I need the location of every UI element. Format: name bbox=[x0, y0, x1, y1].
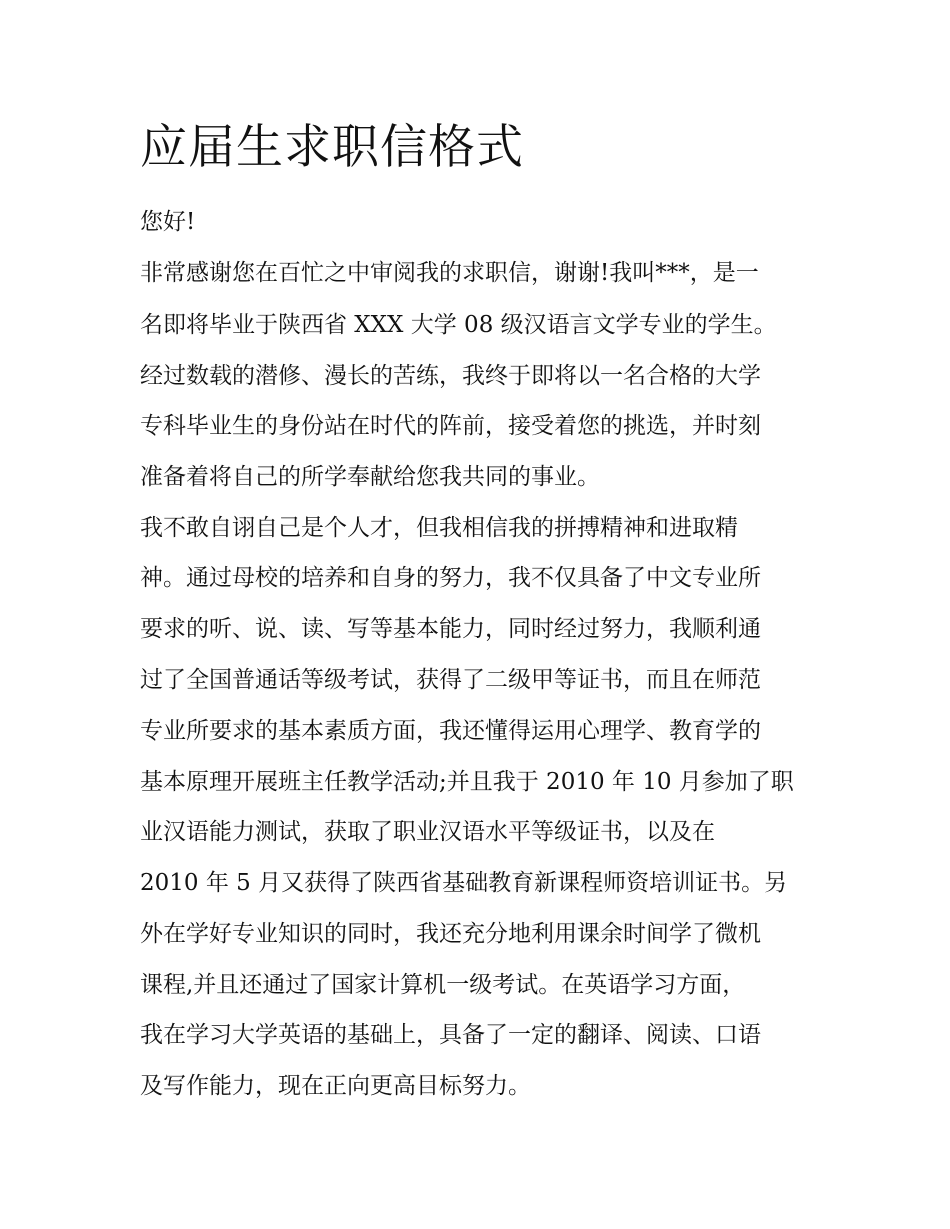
body-line: 业汉语能力测试，获取了职业汉语水平等级证书，以及在 bbox=[140, 819, 715, 845]
body-line: 神。通过母校的培养和自身的努力，我不仅具备了中文专业所 bbox=[140, 565, 761, 591]
body-line: 过了全国普通话等级考试，获得了二级甲等证书，而且在师范 bbox=[140, 667, 761, 693]
body-line: 名即将毕业于陕西省 XXX 大学 08 级汉语言文学专业的学生。 bbox=[140, 312, 777, 338]
body-line: 我不敢自诩自己是个人才，但我相信我的拼搏精神和进取精 bbox=[140, 515, 738, 541]
body-line: 非常感谢您在百忙之中审阅我的求职信，谢谢!我叫***，是一 bbox=[140, 260, 759, 286]
body-line: 专科毕业生的身份站在时代的阵前，接受着您的挑选，并时刻 bbox=[140, 413, 761, 439]
greeting-line: 您好! bbox=[140, 209, 196, 235]
body-line: 外在学好专业知识的同时，我还充分地利用课余时间学了微机 bbox=[140, 921, 761, 947]
body-line: 基本原理开展班主任教学活动;并且我于 2010 年 10 月参加了职 bbox=[140, 769, 794, 795]
body-line: 专业所要求的基本素质方面，我还懂得运用心理学、教育学的 bbox=[140, 718, 761, 744]
body-line: 课程,并且还通过了国家计算机一级考试。在英语学习方面， bbox=[140, 972, 746, 998]
body-line: 及写作能力，现在正向更高目标努力。 bbox=[140, 1073, 531, 1099]
body-line: 经过数载的潜修、漫长的苦练，我终于即将以一名合格的大学 bbox=[140, 363, 761, 389]
body-line: 要求的听、说、读、写等基本能力，同时经过努力，我顺利通 bbox=[140, 616, 761, 642]
page-title: 应届生求职信格式 bbox=[140, 120, 524, 175]
body-line: 准备着将自己的所学奉献给您我共同的事业。 bbox=[140, 464, 600, 490]
body-line: 我在学习大学英语的基础上，具备了一定的翻译、阅读、口语 bbox=[140, 1022, 761, 1048]
body-line: 2010 年 5 月又获得了陕西省基础教育新课程师资培训证书。另 bbox=[140, 870, 788, 896]
